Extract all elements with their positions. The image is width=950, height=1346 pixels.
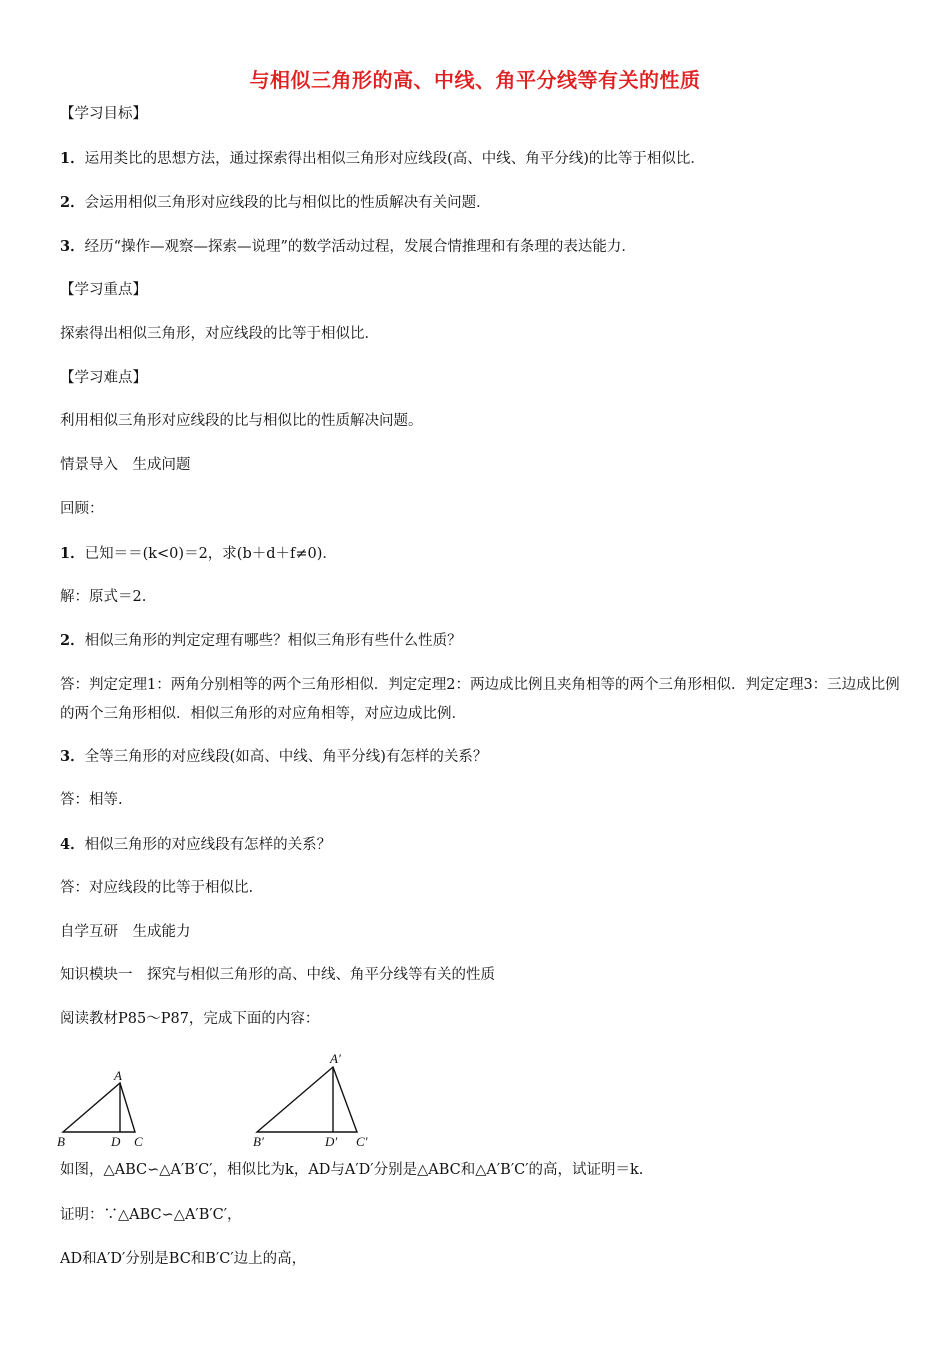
label-c: C [134,1134,143,1149]
problem-statement: 如图，△ABC∽△A′B′C′，相似比为k，AD与A′D′分别是△ABC和△A′B′C′的高，试证明＝k. [60,1162,644,1178]
question-text: 相似三角形的对应线段有怎样的关系？ [84,837,332,853]
proof-line-2: AD和A′D′分别是BC和B′C′边上的高， [60,1251,307,1267]
review-question-4 [60,831,900,859]
label-a: A [114,1068,122,1083]
question-number: 3． [60,748,85,765]
label-d-prime: D′ [325,1134,338,1149]
question-text: 全等三角形的对应线段(如高、中线、角平分线)有怎样的关系？ [84,749,488,765]
goal-number: 1． [60,150,85,167]
large-triangle [253,1051,368,1149]
goal-number: 2． [60,194,85,211]
question-text: 相似三角形的判定定理有哪些？相似三角形有些什么性质？ [84,633,462,649]
focus-text: 探索得出相似三角形，对应线段的比等于相似比． [60,326,379,342]
review-label: 回顾： [60,501,104,517]
triangle-a-b-c-prime [257,1067,357,1132]
proof-line-1: 证明：∵△ABC∽△A′B′C′， [60,1207,242,1223]
label-a-prime: A′ [330,1051,341,1066]
goal-item-1 [60,145,900,173]
label-d: D [111,1134,121,1149]
review-answer-2: 答：判定定理1：两角分别相等的两个三角形相似．判定定理2：两边成比例且夹角相等的两个三角形相似．判定定理3：三边成比例的两个三角形相似．相似三角形的对应角相等，对应边成比例． [60,677,900,722]
question-text: 已知＝＝(k<0)＝2，求(b＋d＋f≠0)． [84,546,337,562]
goal-item-2 [60,189,900,217]
small-triangle [57,1068,143,1149]
goal-text: 运用类比的思想方法，通过探索得出相似三角形对应线段(高、中线、角平分线)的比等于相似比． [84,151,705,167]
label-c-prime: C′ [356,1134,368,1149]
goal-text: 经历“操作—观察—探索—说理”的数学活动过程，发展合情推理和有条理的表达能力． [84,239,636,255]
goal-item-3 [60,233,900,261]
intro-heading: 情景导入 生成问题 [60,457,191,473]
review-answer-1: 解：原式＝2. [60,589,147,605]
difficulty-text: 利用相似三角形对应线段的比与相似比的性质解决问题。 [60,413,423,429]
question-number: 1． [60,545,85,562]
review-question-2 [60,627,900,655]
triangle-abc [63,1083,135,1132]
module-heading: 知识模块一 探究与相似三角形的高、中线、角平分线等有关的性质 [60,967,495,983]
goals-heading: 【学习目标】 [60,106,147,122]
label-b-prime: B′ [253,1134,264,1149]
review-answer-4: 答：对应线段的比等于相似比. [60,880,254,896]
document-title: 与相似三角形的高、中线、角平分线等有关的性质 [249,68,701,92]
goal-text: 会运用相似三角形对应线段的比与相似比的性质解决有关问题． [84,195,491,211]
similar-triangles-figure [55,1050,385,1150]
difficulty-heading: 【学习难点】 [60,370,147,386]
study-heading: 自学互研 生成能力 [60,924,191,940]
review-question-3 [60,743,900,771]
focus-heading: 【学习重点】 [60,282,147,298]
label-b: B [57,1134,65,1149]
goal-number: 3． [60,238,85,255]
question-number: 4． [60,836,85,853]
review-answer-3: 答：相等. [60,792,123,808]
review-question-1 [60,540,900,568]
reading-instruction: 阅读教材P85～P87，完成下面的内容： [60,1011,320,1027]
question-number: 2． [60,632,85,649]
